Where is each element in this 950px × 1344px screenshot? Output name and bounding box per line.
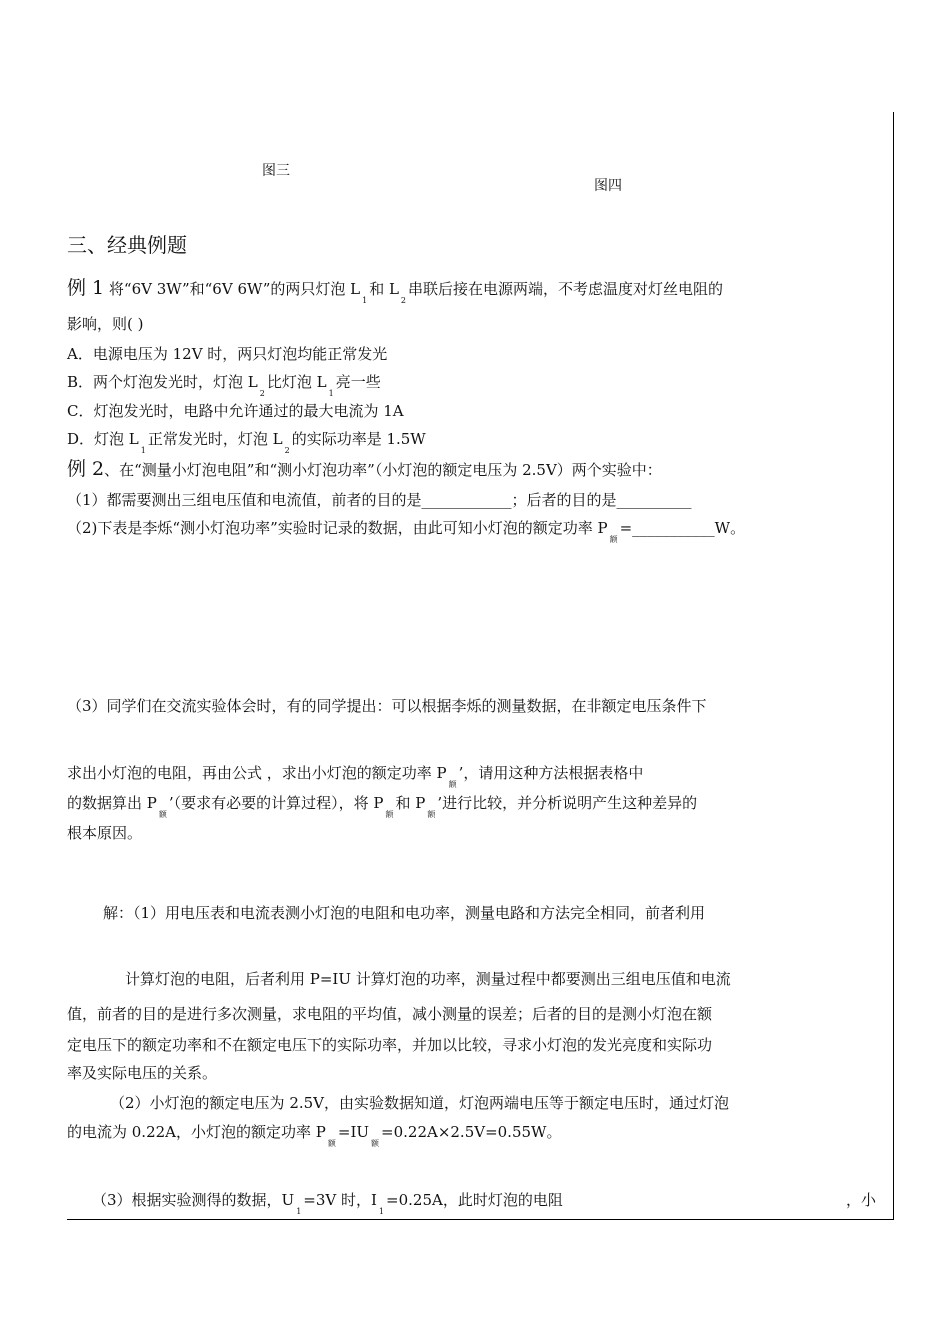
example-1-option-a: A．电源电压为 12V 时，两只灯泡均能正常发光 (67, 345, 388, 363)
example-2-question-3-line-1: （3）同学们在交流实验体会时，有的同学提出：可以根据李烁的测量数据，在非额定电压条件下 (67, 697, 707, 715)
solution-1-line-2: 计算灯泡的电阻，后者利用 P=IU 计算灯泡的功率，测量过程中都要测出三组电压值和电流 (125, 970, 731, 988)
solution-1-line-4: 定电压下的额定功率和不在额定电压下的实际功率，并加以比较，寻求小灯泡的发光亮度和实际功 (67, 1036, 713, 1054)
bottom-border-line (67, 1219, 894, 1220)
solution-2-line-2: 的电流为 0.22A，小灯泡的额定功率 $P_额=IU_额=0.22A\times 2.5V=0.55W$。 (67, 1123, 562, 1148)
solution-3-line-1-tail: ，小 (846, 1191, 877, 1209)
figure-3-caption: 图三 (262, 163, 290, 179)
example-2-question-3-line-3: 的数据算出 $P_额$’（要求有必要的计算过程），将 $P_额$和 $P_额$’进行比较，并分析说明产生这种差异的 (67, 794, 698, 819)
section-title: 三、经典例题 (67, 233, 187, 257)
example-2-question-3-line-2: 求出小灯泡的电阻，再由公式 ，求出小灯泡的额定功率 $P_额$’，请用这种方法根据表格中 (67, 764, 644, 789)
solution-1-line-3: 值，前者的目的是进行多次测量，求电阻的平均值，减小测量的误差；后者的目的是测小灯泡在额 (67, 1005, 713, 1023)
example-2-question-1: （1）都需要测出三组电压值和电流值，前者的目的是____________；后者的目的是__________ (67, 491, 692, 509)
solution-1-line-1: 解：（1）用电压表和电流表测小灯泡的电阻和电功率，测量电路和方法完全相同，前者利用 (103, 904, 706, 922)
example-2-question-3-line-4: 根本原因。 (67, 824, 143, 842)
example-1-option-d: D．灯泡 $L_1$正常发光时，灯泡 $L_2$的实际功率是 1.5W (67, 430, 426, 455)
solution-3-line-1: （3）根据实验测得的数据，$U_1=3V$ 时，$I_1=0.25A$，此时灯泡的电阻 (92, 1191, 563, 1216)
example-1-line-2: 影响，则( ) (67, 315, 144, 333)
solution-1-line-5: 率及实际电压的关系。 (67, 1064, 218, 1082)
example-2-question-2: （2)下表是李烁“测小灯泡功率”实验时记录的数据，由此可知小灯泡的额定功率 $P_额=\_\_\_\_\_\_\_\_\_\_\_W$。 (67, 519, 746, 544)
example-2-intro: 例 2、在“测量小灯泡电阻”和“测小灯泡功率”（小灯泡的额定电压为 2.5V）两个实验中： (67, 458, 662, 480)
example-1-line-1: 例 1 将“6V 3W”和“6V 6W”的两只灯泡 $L_1$和 $L_2$串联后接在电源两端，不考虑温度对灯丝电阻的 (67, 277, 724, 305)
example-2-label: 例 2 (67, 458, 105, 480)
example-1-option-b: B．两个灯泡发光时，灯泡 $L_2$比灯泡 $L_1$亮一些 (67, 373, 381, 398)
figure-4-caption: 图四 (594, 178, 622, 194)
solution-2-line-1: （2）小灯泡的额定电压为 2.5V，由实验数据知道，灯泡两端电压等于额定电压时，通过灯泡 (110, 1094, 730, 1112)
example-1-option-c: C．灯泡发光时，电路中允许通过的最大电流为 1A (67, 402, 404, 420)
right-border-line (893, 112, 894, 1220)
example-1-label: 例 1 (67, 277, 105, 299)
